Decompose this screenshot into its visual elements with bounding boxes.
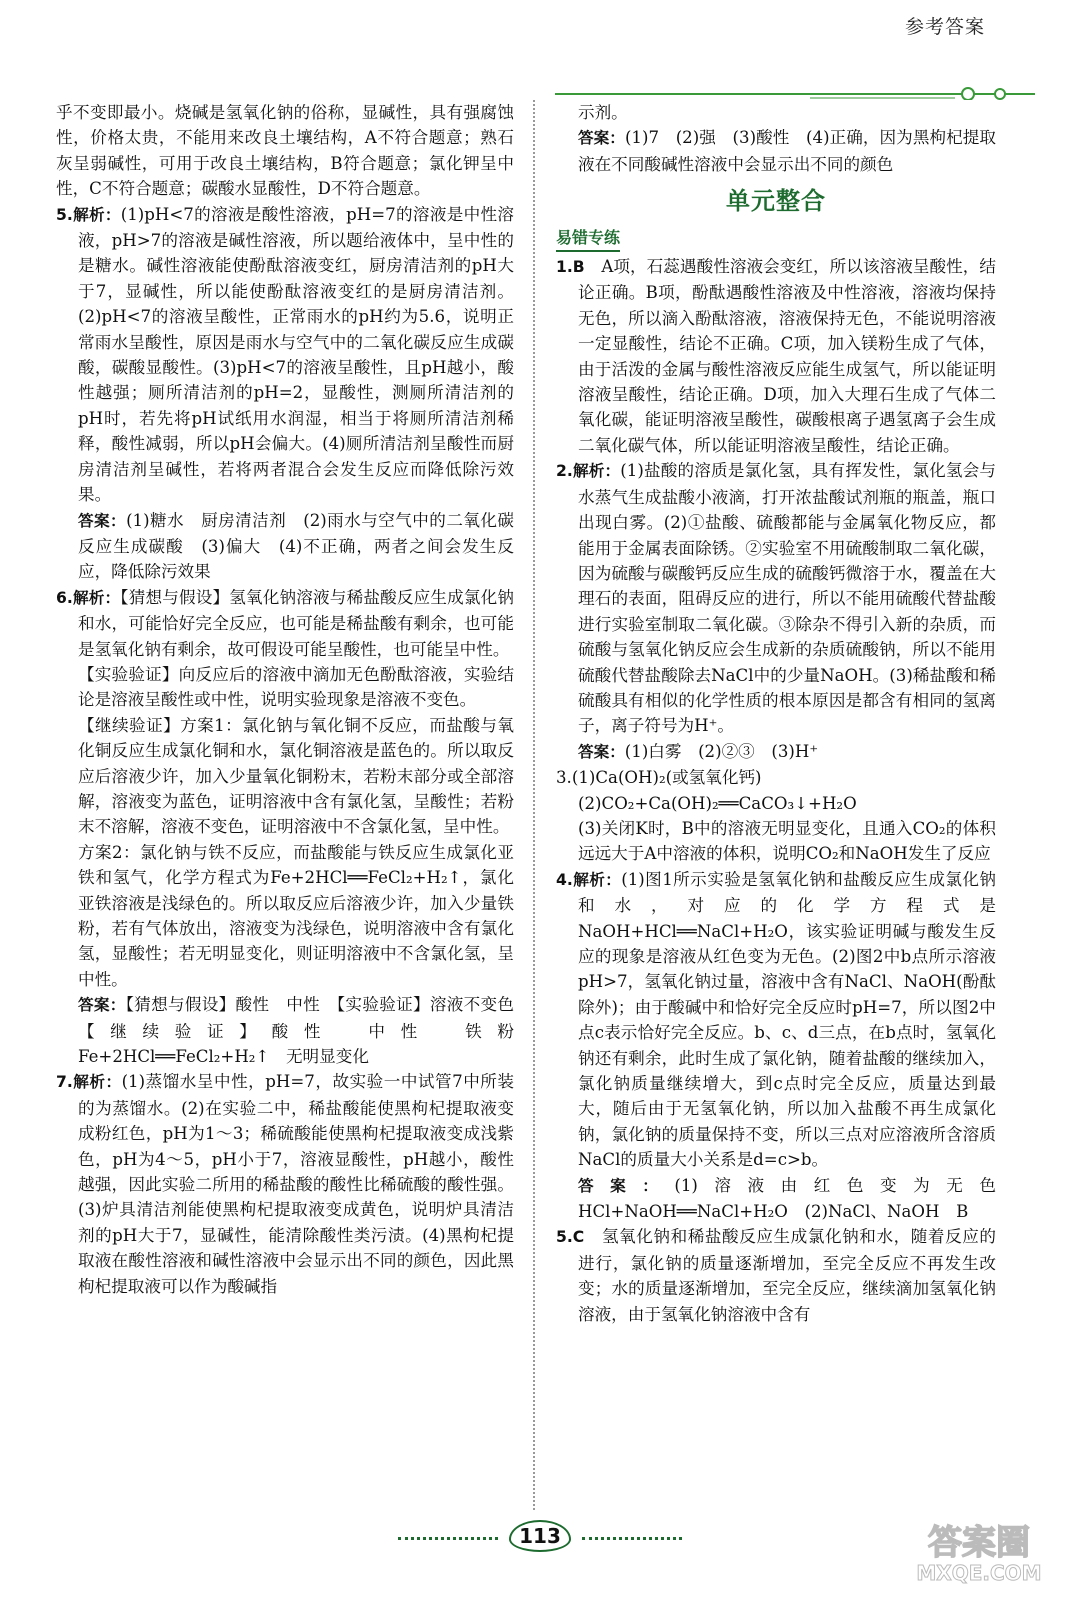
q6-answer: 答案：【猜想与假设】酸性 中性 【实验验证】溶液不变色 【继续验证】酸性 中性 铁粉 Fe+2HCl══FeCl₂+H₂↑ 无明显变化 (78, 995, 531, 1067)
section-title: 单元整合 (726, 187, 826, 216)
q5-answer: 答案：(1)糖水 厨房清洁剂 (2)雨水与空气中的二氧化碳反应生成碳酸 (3)偏大 (4)不正确，两者之间会发生反应，降低除污效果 (78, 510, 514, 582)
r-q3-part3: (3)关闭K时，B中的溶液无明显变化，且通入CO₂的体积远远大于A中溶液的体积，说明CO₂和NaOH发生了反应 (578, 818, 996, 864)
q6-plan-2: 方案2：氯化钠与铁不反应，而盐酸能与铁反应生成氯化亚铁和氢气，化学方程式为Fe+2HCl══FeCl₂+H₂↑，氯化亚铁溶液是浅绿色的。所以取反应后溶液少许，加入少量铁粉，若有气体放出，溶液变为浅绿色，说明溶液中含有氯化氢，显酸性；若无明显变化，则证明溶液中不含氯化氢，呈中性。 (78, 842, 514, 989)
r-q2-analysis: 2.解析：(1)盐酸的溶质是氯化氢，具有挥发性，氯化氢会与水蒸气生成盐酸小液滴，打开浓盐酸试剂瓶的瓶盖，瓶口出现白雾。(2)①盐酸、硫酸都能与金属氧化物反应，都能用于金属表面除锈。②实验室不用硫酸制取二氧化碳，因为硫酸与碳酸钙反应生成的硫酸钙微溶于水，覆盖在大理石的表面，阻碍反应的进行，所以不能用硫酸代替盐酸进行实验室制取二氧化碳。③除杂不得引入新的杂质，而硫酸与氢氧化钠反应会生成新的杂质硫酸钠，所以不能用硫酸代替盐酸除去NaCl中的少量NaOH。(3)稀盐酸和稀硫酸具有相似的化学性质的根本原因是都含有相同的氢离子，离子符号为H⁺。 (556, 461, 996, 736)
right-column (556, 100, 1013, 1327)
r-q3-part2: (2)CO₂+Ca(OH)₂══CaCO₃↓+H₂O (578, 793, 857, 813)
column-divider (533, 100, 535, 1510)
r-q4-answer: 答案：(1)溶液由红色变为无色 HCl+NaOH══NaCl+H₂O (2)NaCl、NaOH B (578, 1175, 1013, 1222)
header-title: 参考答案 (904, 16, 985, 38)
q5-analysis: 5.解析：(1)pH<7的溶液是酸性溶液，pH=7的溶液是中性溶液，pH>7的溶液是碱性溶液，所以题给液体中，呈中性的是糖水。碱性溶液能使酚酞溶液变红，厨房清洁剂的pH大于7，显碱性，所以能使酚酞溶液变红的是厨房清洁剂。(2)pH<7的溶液呈酸性，正常雨水的pH约为5.6，说明正常雨水呈酸性，原因是雨水与空气中的二氧化碳反应生成碳酸，碳酸显酸性。(3)pH<7的溶液呈酸性，且pH越小，酸性越强；厕所清洁剂的pH=2，显酸性，测厕所清洁剂的pH时，若先将pH试纸用水润湿，相当于将厕所清洁剂稀释，酸性减弱，所以pH会偏大。(4)厕所清洁剂呈酸性而厨房清洁剂呈碱性，若将两者混合会发生反应而降低除污效果。 (56, 204, 514, 505)
q6-analysis: 6.解析：【猜想与假设】氢氧化钠溶液与稀盐酸反应生成氯化钠和水，可能恰好完全反应，也可能是稀盐酸有剩余，也可能是氢氧化钠有剩余，故可假设可能呈酸性，也可能呈中性。 (56, 587, 515, 659)
q7-continued: 示剂。 (578, 103, 628, 122)
page-number: 113 (509, 1520, 571, 1552)
section-tag: 易错专练 (556, 225, 620, 252)
page-number-dots-right (582, 1537, 682, 1540)
watermark-line2: MXQE.COM (916, 1561, 1042, 1585)
q7-analysis: 7.解析：(1)蒸馏水呈中性，pH=7，故实验一中试管7中所装的为蒸馏水。(2)在实验二中，稀盐酸能使黑枸杞提取液变成粉红色，pH为1～3；稀硫酸能使黑枸杞提取液变成浅紫色，pH为4～5，pH小于7，溶液显酸性，pH越小，酸性越强，因此实验二所用的稀盐酸的酸性比稀硫酸的酸性强。(3)炉具清洁剂能使黑枸杞提取液变成黄色，说明炉具清洁剂的pH大于7，显碱性，能清除酸性类污渍。(4)黑枸杞提取液在酸性溶液和碱性溶液中会显示出不同的颜色，因此黑枸杞提取液可以作为酸碱指 (56, 1072, 514, 1296)
paragraph-4-continued: 乎不变即最小。烧碱是氢氧化钠的俗称，显碱性，具有强腐蚀性，价格太贵，不能用来改良土壤结构，A不符合题意；熟石灰呈弱碱性，可用于改良土壤结构，B符合题意；氯化钾呈中性，C不符合题意；碳酸水显酸性，D不符合题意。 (56, 103, 514, 199)
r-q4-analysis: 4.解析：(1)图1所示实验是氢氧化钠和盐酸反应生成氯化钠和水，对应的化学方程式是NaOH+HCl══NaCl+H₂O，该实验证明碱与酸发生反应的现象是溶液从红色变为无色。(2)图2中b点所示溶液pH>7，氢氧化钠过量，溶液中含有NaCl、NaOH(酚酞除外)；由于酸碱中和恰好完全反应时pH=7，所以图2中点c表示恰好完全反应。b、c、d三点，在b点时，氢氧化钠还有剩余，此时生成了氯化钠，随着盐酸的继续加入，氯化钠质量继续增大，到c点时完全反应，质量达到最大，随后由于无氢氧化钠，所以加入盐酸不再生成氯化钠，氯化钠的质量保持不变，所以三点对应溶液所含溶质NaCl的质量大小关系是d=c>b。 (556, 869, 997, 1170)
q6-plan-1: 【继续验证】方案1：氯化钠与氧化铜不反应，而盐酸与氧化铜反应生成氯化铜和水，氯化铜溶液是蓝色的。所以取反应后溶液少许，加入少量氧化铜粉末，若粉末部分或全部溶解，溶液变为蓝色，证明溶液中含有氯化氢，呈酸性；若粉末不溶解，溶液不变色，证明溶液中不含氯化氢，呈中性。 (78, 715, 514, 837)
page-number-dots-left (398, 1537, 498, 1540)
watermark-logo (904, 1516, 1054, 1586)
r-q3-part1: 3.(1)Ca(OH)₂(或氢氧化钙) (556, 768, 762, 788)
q7-answer: 答案：(1)7 (2)强 (3)酸性 (4)正确，因为黑枸杞提取液在不同酸碱性溶液中会显示出不同的颜色 (578, 128, 996, 174)
r-q5: 5.C 氢氧化钠和稀盐酸反应生成氯化钠和水，随着反应的进行，氯化钠的质量逐渐增加，至完全反应不再发生改变；水的质量逐渐增加，至完全反应，继续滴加氢氧化钠溶液，由于氢氧化钠溶液中含有 (556, 1227, 996, 1324)
q6-experiment: 【实验验证】向反应后的溶液中滴加无色酚酞溶液，实验结论是溶液呈酸性或中性，说明实验现象是溶液不变色。 (78, 664, 514, 710)
left-column (56, 100, 531, 1299)
page-header (0, 0, 1080, 90)
r-q1: 1.B A项，石蕊遇酸性溶液会变红，所以该溶液呈酸性，结论正确。B项，酚酞遇酸性溶液及中性溶液，溶液均保持无色，所以滴入酚酞溶液，溶液保持无色，不能说明溶液一定显酸性，结论不正确。C项，加入镁粉生成了气体，由于活泼的金属与酸性溶液反应能生成氢气，所以能证明溶液呈酸性，结论正确。D项，加入大理石生成了气体二氧化碳，能证明溶液呈酸性，碳酸根离子遇氢离子会生成二氧化碳气体，所以能证明溶液呈酸性，结论正确。 (556, 257, 996, 455)
r-q2-answer: 答案：(1)白雾 (2)②③ (3)H⁺ (578, 741, 819, 761)
watermark-line1: 答案圈 (928, 1523, 1030, 1563)
header-decoration (0, 0, 1080, 100)
